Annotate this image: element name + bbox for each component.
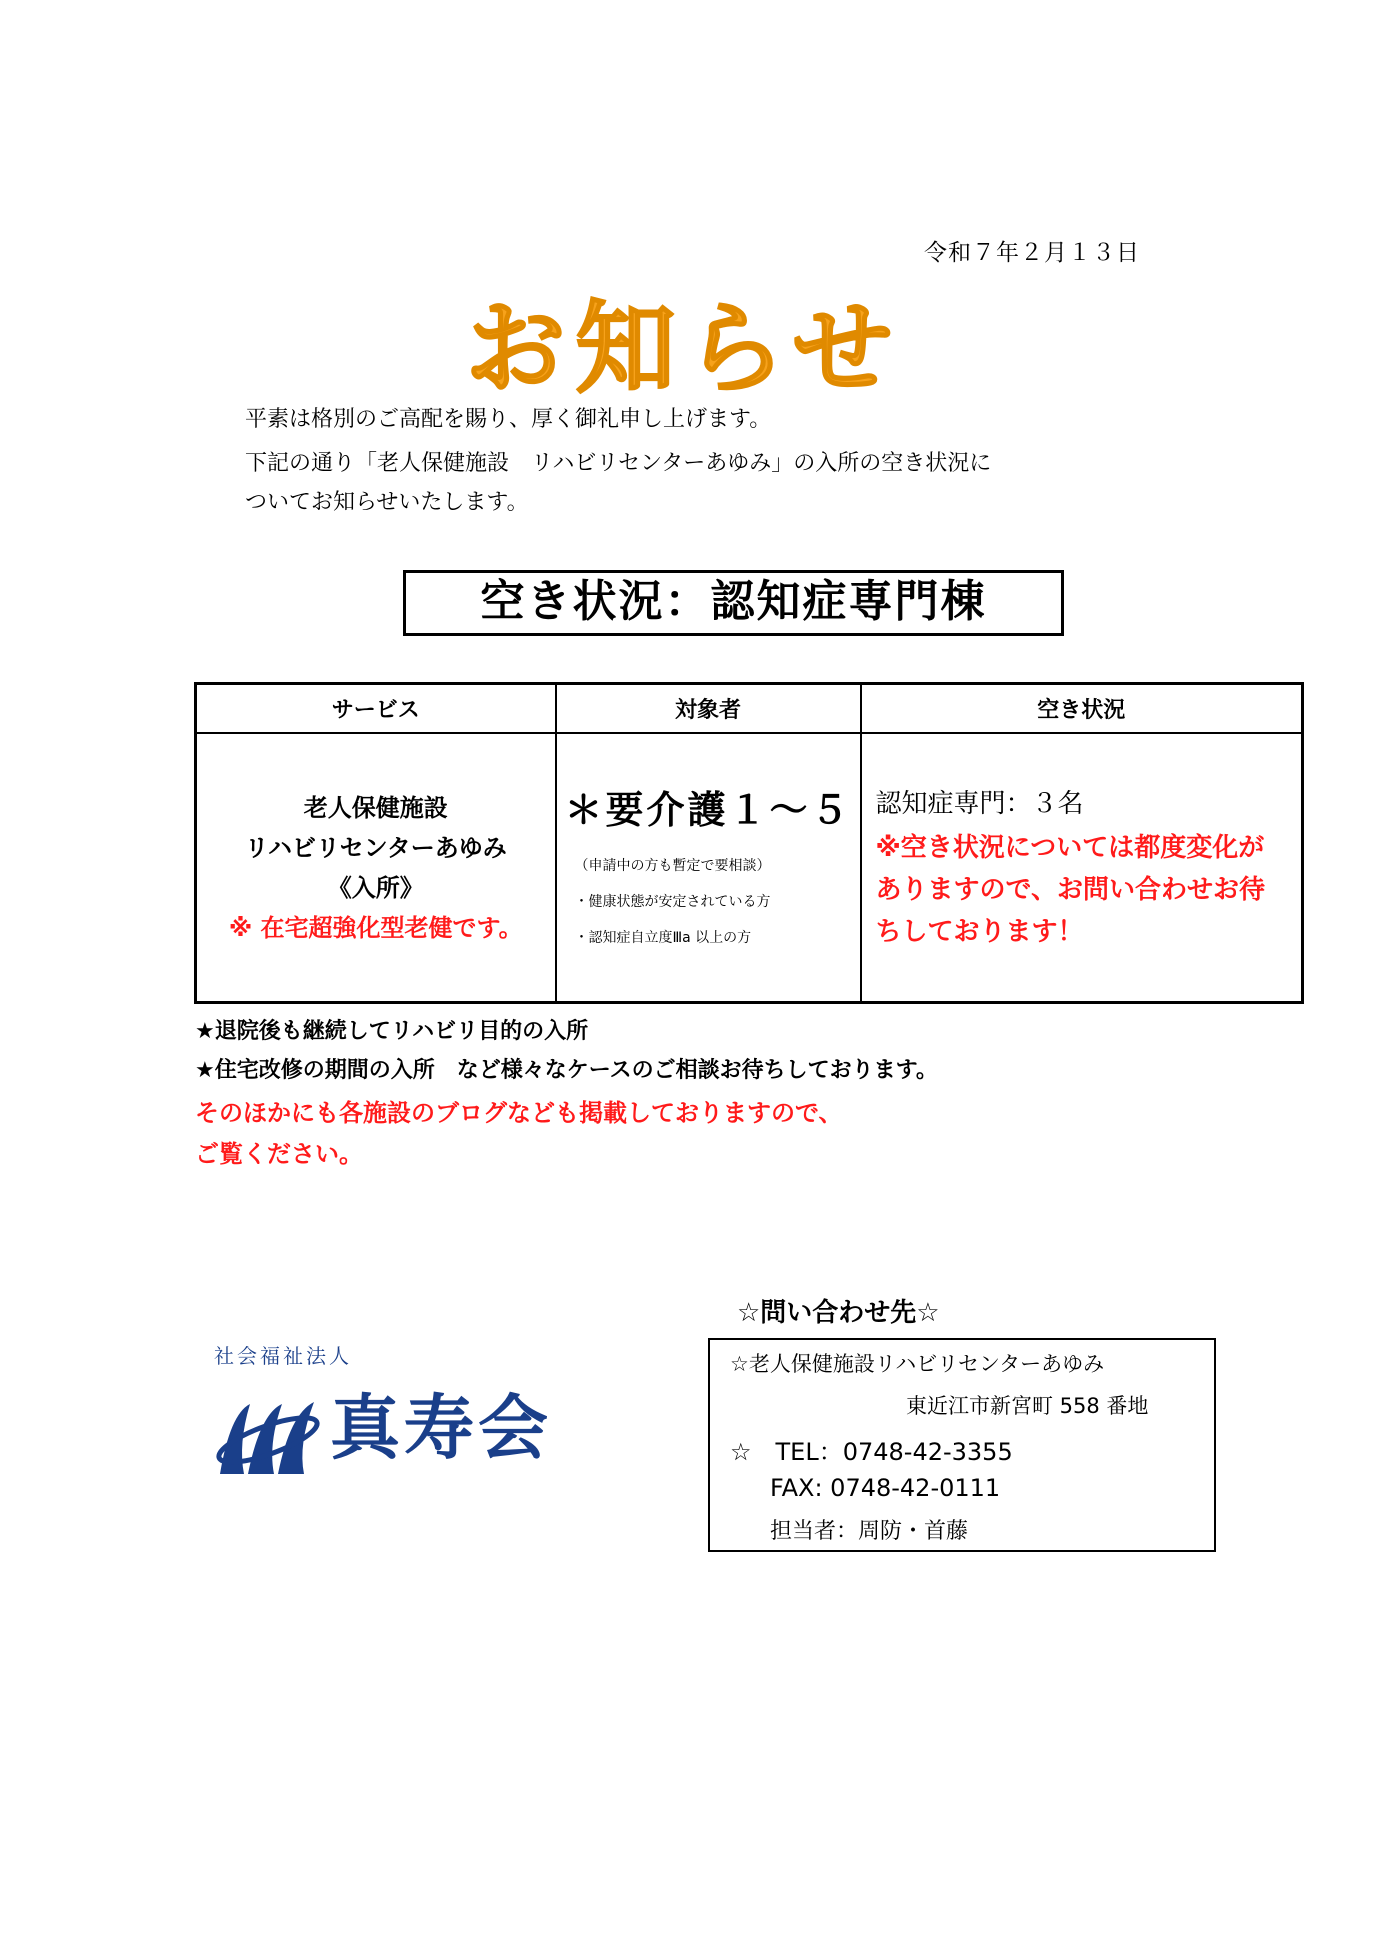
contact-facility: ☆老人保健施設リハビリセンターあゆみ (730, 1352, 1105, 1376)
organization-logo-icon (210, 1374, 328, 1484)
availability-note-2: ありますので、お問い合わせお待 (875, 874, 1265, 905)
target-cell (556, 733, 861, 1003)
availability-count: 認知症専門：３名 (875, 788, 1084, 819)
contact-heading: ☆問い合わせ先☆ (737, 1298, 940, 1328)
contact-staff: 担当者：周防・首藤 (770, 1519, 969, 1544)
target-main: ＊要介護１～５ (564, 788, 852, 832)
logo-subtitle: 社会福祉法人 (214, 1344, 352, 1368)
contact-fax: FAX: 0748-42-0111 (770, 1474, 1001, 1502)
target-sub-1: （申請中の方も暫定で要相談） (574, 858, 771, 874)
note-line-4: ご覧ください。 (195, 1140, 363, 1168)
note-line-2: ★住宅改修の期間の入所 など様々なケースのご相談お待ちしております。 (195, 1058, 938, 1083)
target-sub-2: ・健康状態が安定されている方 (574, 894, 771, 910)
header-availability: 空き状況 (861, 684, 1303, 734)
section-heading: 空き状況：認知症専門棟 (403, 570, 1064, 636)
header-service: サービス (196, 684, 556, 734)
document-date: 令和７年２月１３日 (924, 240, 1140, 266)
availability-note-1: ※空き状況については都度変化が (875, 832, 1265, 863)
service-line-2: リハビリセンターあゆみ (244, 833, 507, 862)
contact-tel: ☆ TEL：0748-42-3355 (730, 1438, 1013, 1466)
contact-box (708, 1338, 1216, 1552)
note-line-1: ★退院後も継続してリハビリ目的の入所 (195, 1019, 589, 1044)
table-row (196, 733, 1303, 1003)
table-header-row (196, 684, 1303, 734)
organization-name: 真寿会 (330, 1387, 552, 1469)
availability-cell (861, 733, 1303, 1003)
availability-table (194, 682, 1304, 1004)
header-target: 対象者 (556, 684, 861, 734)
service-note: ※ 在宅超強化型老健です。 (228, 913, 523, 942)
note-line-3: そのほかにも各施設のブログなども掲載しておりますので、 (195, 1099, 843, 1127)
service-line-3: 《入所》 (327, 873, 424, 902)
intro-line-1: 平素は格別のご高配を賜り、厚く御礼申し上げます。 (245, 407, 772, 432)
intro-line-2: 下記の通り「老人保健施設 リハビリセンターあゆみ」の入所の空き状況に (245, 451, 992, 476)
service-cell (196, 733, 556, 1003)
contact-address: 東近江市新宮町 558 番地 (906, 1394, 1149, 1418)
service-line-1: 老人保健施設 (303, 793, 448, 822)
availability-note-3: ちしております！ (875, 916, 1084, 947)
intro-line-3: ついてお知らせいたします。 (245, 490, 529, 515)
target-sub-3: ・認知症自立度Ⅲa 以上の方 (574, 930, 752, 946)
page-title: お知らせ (465, 290, 903, 407)
